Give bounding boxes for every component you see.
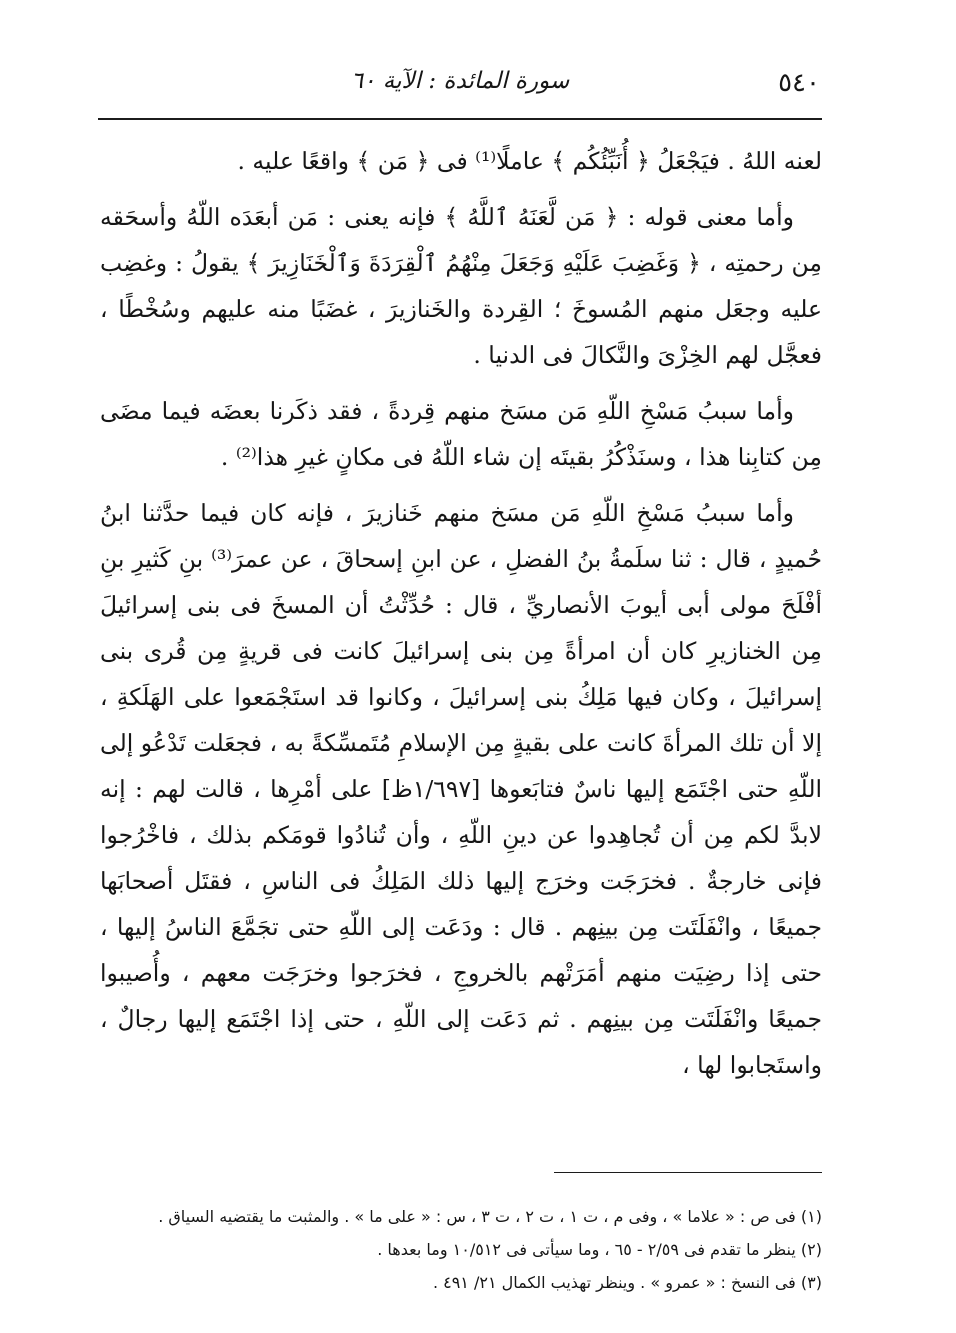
page-number: ٥٤٠ — [778, 68, 820, 98]
footnotes — [100, 1200, 822, 1299]
paragraph: وأما معنى قوله : ﴿ مَن لَّعَنَهُ ٱللَّهُ ﴾ فإنه يعنى : مَن أبعَدَه اللّهُ وأسحَقه مِن رحمتِه ، ﴿ وَغَضِبَ عَلَيْهِ وَجَعَلَ مِنْهُمُ ٱلْقِرَدَةَ وَٱلْخَنَازِيرَ ﴾ يقولُ : وغضِب عليه وجعَل منهم المُسوخَ ؛ القِردة والخَنازيرَ ، غضَبًا منه عليهم وسُخْطًا ، فعجَّل لهم الخِزْىَ والنَّكالَ فى الدنيا . — [100, 203, 822, 369]
footnote: (٢) ينظر ما تقدم فى ٢/٥٩ - ٦٥ ، وما سيأتى فى ١٠/٥١٢ وما بعدها . — [377, 1240, 822, 1259]
footnote-rule — [554, 1172, 822, 1173]
paragraph: وأما سببُ مَسْخِ اللّهِ مَن مسَخ منهم قِردةً ، فقد ذكَرنا بعضَه فيما مضَى مِن كتابِنا هذا ، وسنَذْكُرُ بقيتَه إن شاء اللّهُ فى مكانٍ غيرِ هذا⁽²⁾ . — [100, 397, 822, 471]
header-rule — [98, 118, 822, 120]
paragraph: وأما سببُ مَسْخِ اللّهِ مَن مسَخ منهم خَنازيرَ ، فإنه كان فيما حدَّثنا ابنُ حُميدٍ ، قال : ثنا سلَمةُ بنُ الفضلِ ، عن ابنِ إسحاقَ ، عن عمرَ⁽³⁾ بنِ كَثيرِ بنِ أفْلَحَ مولى أبى أيوبَ الأنصاريِّ ، قال : حُدِّثْتُ أن المسخَ فى بنى إسرائيلَ مِن الخنازيرِ كان أن امرأةً مِن بنى إسرائيلَ كانت فى قريةٍ مِن قُرى بنى إسرائيلَ ، وكان فيها مَلِكُ بنى إسرائيلَ ، وكانوا قد استَجْمَعوا على الهَلَكةِ ، إلا أن تلك المرأةَ كانت على بقيةٍ مِن الإسلامِ مُتَمسِّكةً به ، فجعَلت تَدْعُو إلى اللّهِ حتى اجْتَمَع إليها ناسٌ فتابَعوها [١/٦٩٧ظ] على أمْرِها ، قالت لهم : إنه لابدَّ لكم مِن أن تُجاهِدوا عن دينِ اللّهِ ، وأن تُنادُوا قومَكم بذلك ، فاخْرُجوا فإنى خارجةٌ . فخرَجَت وخرَج إليها ذلك المَلِكُ فى الناسِ ، فقتَل أصحابَها جميعًا ، وانْفَلَتَت مِن بينِهم . قال : ودَعَت إلى اللّهِ حتى تجَمَّعَ الناسُ إليها ، حتى إذا رضِيَت منهم أمَرَتْهم بالخروجِ ، فخرَجوا وخرَجَت معهم ، وأُصيبوا جميعًا وانْفَلَتَت مِن بينِهم . ثم دَعَت إلى اللّهِ ، حتى إذا اجْتَمَع إليها رجالٌ ، واستَجابوا لها ، — [100, 499, 823, 1079]
page-header — [100, 62, 820, 106]
footnote: (١) فى ص : « علاما » ، وفى م ، ت ١ ، ت ٢ ، ت ٣ ، س : « على ما » . والمثبت ما يقتضيه السياق . — [158, 1207, 822, 1226]
main-text — [100, 138, 822, 1098]
running-title: سورة المائدة : الآية ٦٠ — [350, 68, 570, 94]
footnote: (٣) فى النسخ : « عمرو » . وينظر تهذيب الكمال ٢١/ ٤٩١ . — [432, 1273, 822, 1292]
paragraph: لعنه اللهُ . فيَجْعَلُ ﴿ أُنَبِّئُكُم ﴾ عاملًا⁽¹⁾ فى ﴿ مَن ﴾ واقعًا عليه . — [237, 147, 822, 175]
